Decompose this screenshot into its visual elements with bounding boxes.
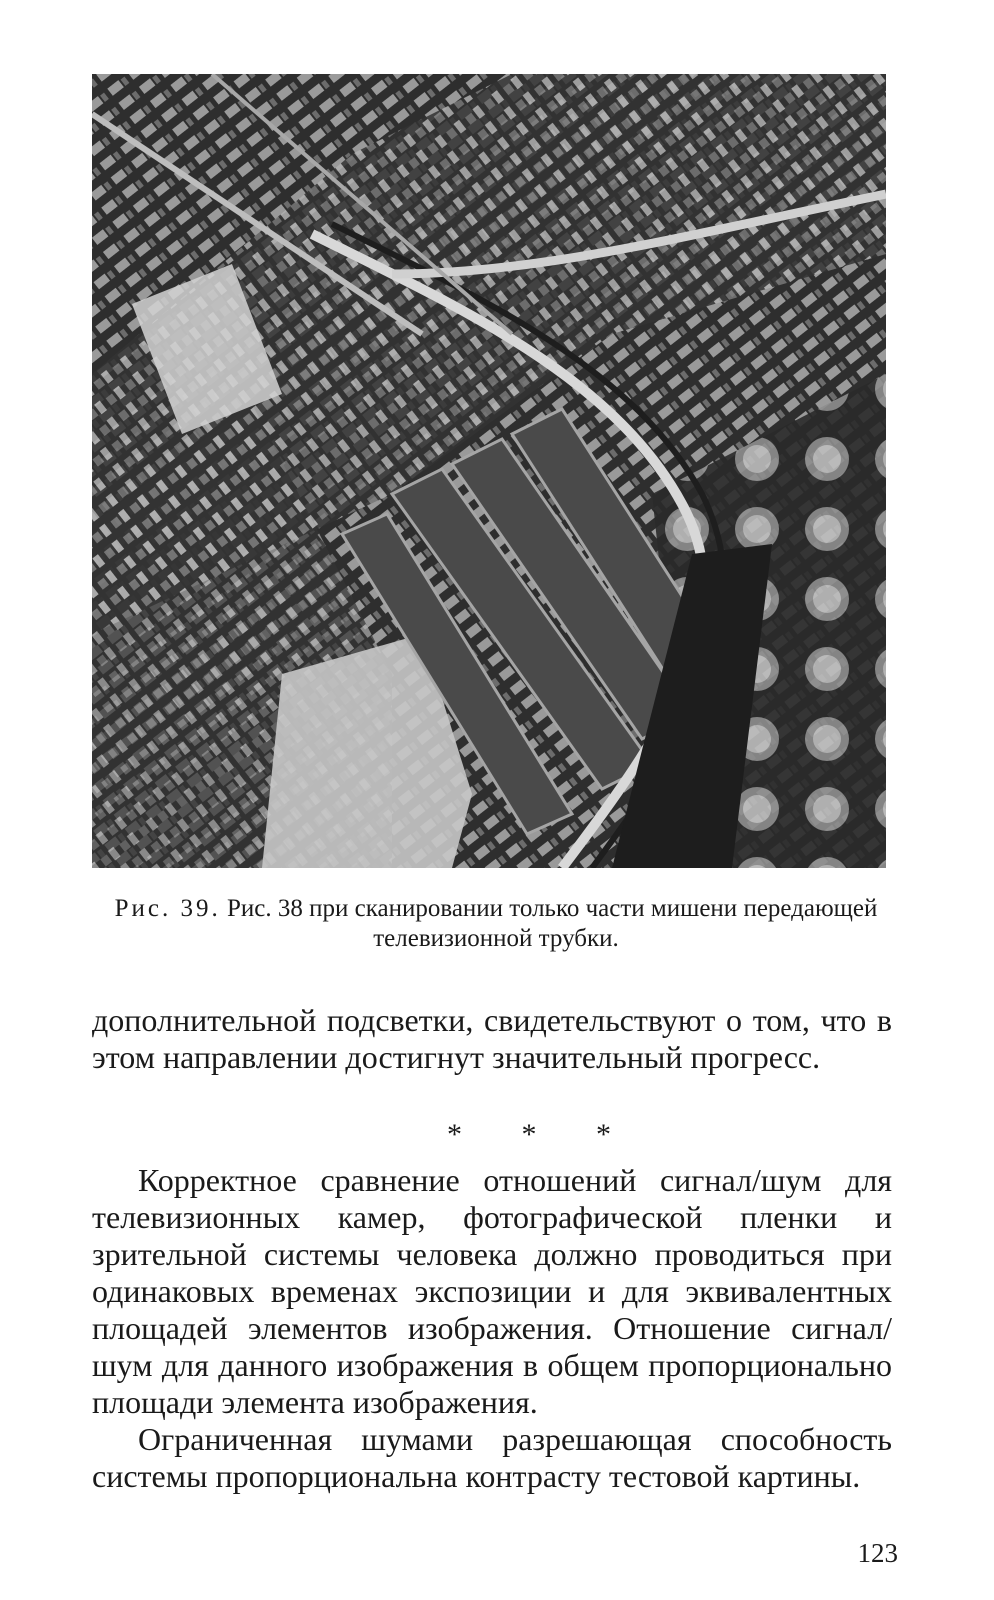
aerial-photo xyxy=(92,74,886,868)
paragraph-resolution: Ограниченная шумами разрешающая способность системы пропорциональна контрасту тестовой картины. xyxy=(92,1421,892,1494)
figure-caption-label: Рис. 39. xyxy=(114,895,221,922)
body-text xyxy=(92,1162,892,1495)
figure-caption xyxy=(92,894,900,954)
figure-caption-text: Рис. 38 при сканировании только части мишени передающей телевизионной трубки. xyxy=(226,895,878,952)
page-number: 123 xyxy=(857,1538,898,1568)
paragraph-signal-noise: Корректное сравнение отношений сигнал/шум для телевизионных камер, фотографической пленки и зрительной системы человека должно проводиться при одинаковых временах экспозиции и для эквивалентных площадей элементов изображения. Отношение сигнал/шум для данного изображения в общем пропорционально площади элемента изображения. xyxy=(92,1162,892,1420)
section-separator: * * * xyxy=(447,1118,637,1151)
paragraph-continuation: дополнительной подсветки, свидетельствуют о том, что в этом направлении достигнут значительный прогресс. xyxy=(92,1002,892,1075)
aerial-photo-drawing xyxy=(92,74,886,868)
